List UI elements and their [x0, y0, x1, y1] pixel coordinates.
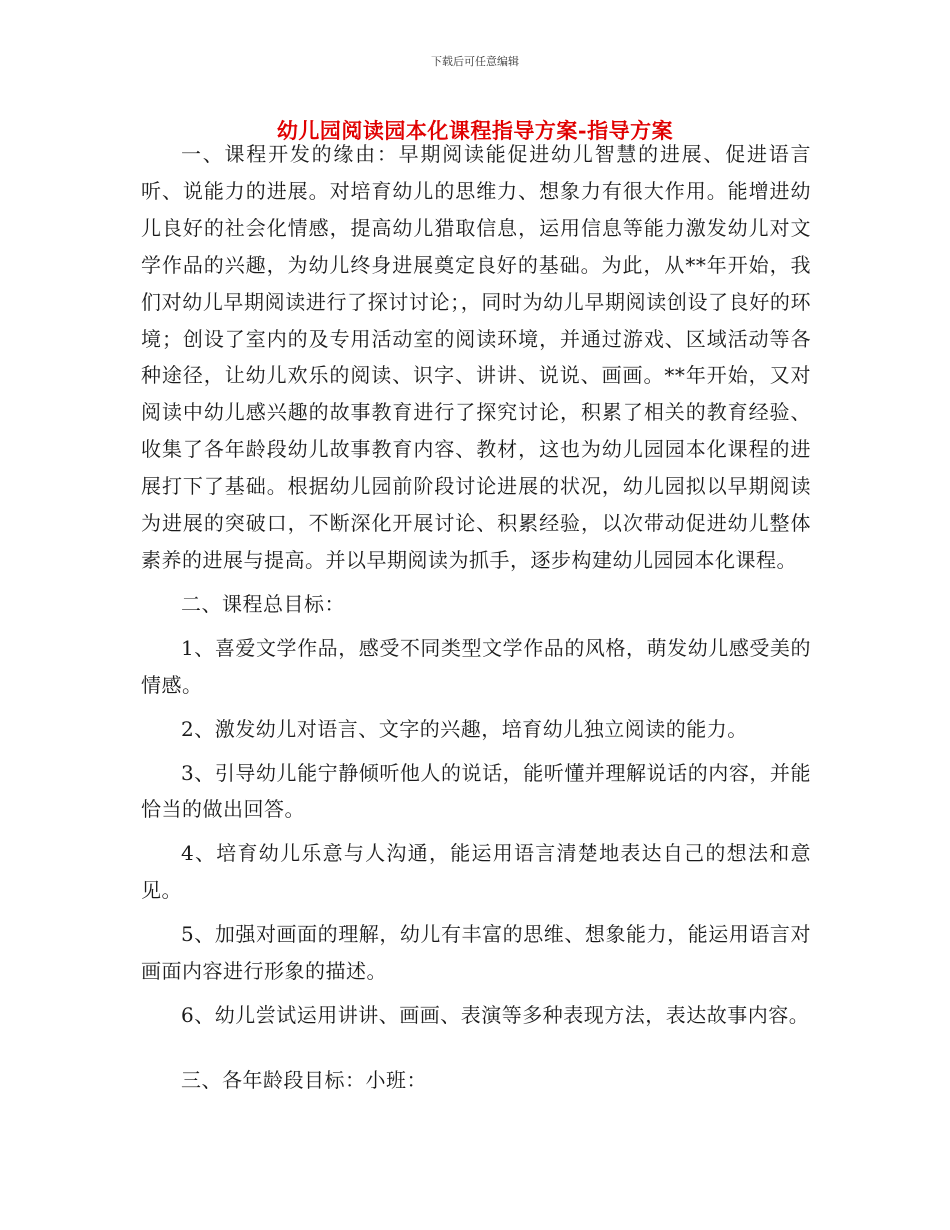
goal-item-5: 5、加强对画面的理解，幼儿有丰富的思维、想象能力，能运用语言对画面内容进行形象的描述。: [141, 922, 811, 984]
goal-item-3: 3、引导幼儿能宁静倾听他人的说话，能听懂并理解说话的内容，并能恰当的做出回答。: [141, 760, 811, 822]
page-header: 下载后可任意编辑: [431, 55, 519, 68]
goal-item-2: 2、激发幼儿对语言、文字的兴趣，培育幼儿独立阅读的能力。: [181, 716, 748, 741]
section-heading-age-goals: 三、各年龄段目标：小班：: [181, 1067, 427, 1092]
document-title: 幼儿园阅读园本化课程指导方案-指导方案: [276, 118, 674, 143]
goal-item-4: 4、培育幼儿乐意与人沟通，能运用语言清楚地表达自己的想法和意见。: [141, 841, 811, 903]
document-body: [141, 136, 811, 1099]
goal-item-6: 6、幼儿尝试运用讲讲、画画、表演等多种表现方法，表达故事内容。: [181, 1002, 810, 1027]
goal-item-1: 1、喜爱文学作品，感受不同类型文学作品的风格，萌发幼儿感受美的情感。: [141, 635, 811, 697]
paragraph-origin: 一、课程开发的缘由：早期阅读能促进幼儿智慧的进展、促进语言听、说能力的进展。对培育幼儿的思维力、想象力有很大作用。能增进幼儿良好的社会化情感，提高幼儿猎取信息，运用信息等能力激发幼儿对文学作品的兴趣，为幼儿终身进展奠定良好的基础。为此，从**年开始，我们对幼儿早期阅读进行了探讨讨论；，同时为幼儿早期阅读创设了良好的环境；创设了室内的及专用活动室的阅读环境，并通过游戏、区域活动等各种途径，让幼儿欢乐的阅读、识字、讲讲、说说、画画。**年开始，又对阅读中幼儿感兴趣的故事教育进行了探究讨论，积累了相关的教育经验、收集了各年龄段幼儿故事教育内容、教材，这也为幼儿园园本化课程的进展打下了基础。根据幼儿园前阶段讨论进展的状况，幼儿园拟以早期阅读为进展的突破口，不断深化开展讨论、积累经验，以次带动促进幼儿整体素养的进展与提高。并以早期阅读为抓手，逐步构建幼儿园园本化课程。: [141, 142, 811, 572]
section-heading-goals: 二、课程总目标：: [181, 591, 345, 616]
